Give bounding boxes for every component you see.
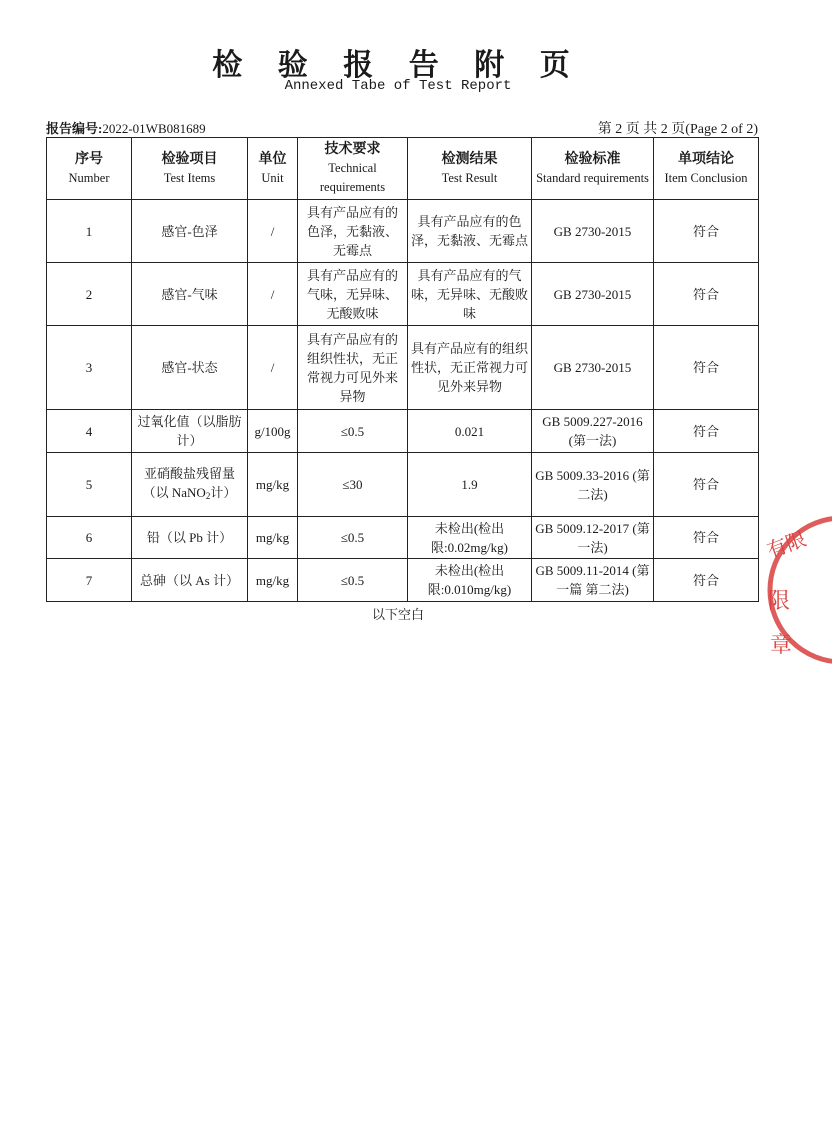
- seal-text-3: 章: [770, 633, 793, 658]
- cell-result: 1.9: [408, 453, 532, 517]
- cell-number: 3: [47, 326, 132, 410]
- header-test-items: 检验项目 Test Items: [132, 138, 248, 200]
- cell-result: 具有产品应有的组织性状，无正常视力可见外来异物: [408, 326, 532, 410]
- cell-unit: mg/kg: [248, 517, 298, 559]
- test-item-text-end: 计）: [210, 484, 237, 500]
- table-row: [47, 517, 759, 559]
- cell-conclusion: 符合: [654, 263, 759, 326]
- cell-conclusion: 符合: [654, 200, 759, 263]
- cell-standard: GB 2730-2015: [532, 326, 654, 410]
- cell-result: 具有产品应有的气味，无异味、无酸败味: [408, 263, 532, 326]
- cell-test-item: 铅（以 Pb 计）: [132, 517, 248, 559]
- company-seal: [752, 510, 832, 680]
- cell-unit: mg/kg: [248, 559, 298, 602]
- cell-requirement: ≤0.5: [298, 410, 408, 453]
- header-test-result: 检测结果 Test Result: [408, 138, 532, 200]
- report-number-label: 报告编号:: [46, 121, 103, 136]
- seal-text-2: 限: [768, 589, 791, 614]
- cell-conclusion: 符合: [654, 326, 759, 410]
- cell-test-item: [132, 453, 248, 517]
- report-number-value: 2022-01WB081689: [102, 121, 206, 136]
- table-row: [47, 200, 759, 263]
- document-title: 检 验 报 告 附 页: [212, 49, 584, 82]
- cell-standard: GB 2730-2015: [532, 263, 654, 326]
- cell-requirement: ≤0.5: [298, 517, 408, 559]
- header-number: 序号 Number: [47, 138, 132, 200]
- cell-standard: GB 5009.12-2017 (第一法): [532, 517, 654, 559]
- cell-requirement: 具有产品应有的色泽，无黏液、无霉点: [298, 200, 408, 263]
- cell-conclusion: 符合: [654, 559, 759, 602]
- cell-unit: g/100g: [248, 410, 298, 453]
- end-of-report-note: 以下空白: [371, 607, 424, 622]
- cell-standard: GB 2730-2015: [532, 200, 654, 263]
- table-row: [47, 326, 759, 410]
- report-number: [46, 118, 206, 137]
- cell-number: 1: [47, 200, 132, 263]
- cell-requirement: 具有产品应有的气味，无异味、无酸败味: [298, 263, 408, 326]
- cell-number: 2: [47, 263, 132, 326]
- cell-requirement: ≤30: [298, 453, 408, 517]
- cell-standard: GB 5009.227-2016 (第一法): [532, 410, 654, 453]
- cell-test-item: 感官-气味: [132, 263, 248, 326]
- cell-test-item: 感官-色泽: [132, 200, 248, 263]
- cell-standard: GB 5009.33-2016 (第二法): [532, 453, 654, 517]
- cell-number: 5: [47, 453, 132, 517]
- cell-number: 7: [47, 559, 132, 602]
- table-row: [47, 263, 759, 326]
- table-header-row: [47, 138, 759, 200]
- cell-test-item: 过氧化值（以脂肪计）: [132, 410, 248, 453]
- cell-unit: mg/kg: [248, 453, 298, 517]
- cell-conclusion: 符合: [654, 453, 759, 517]
- cell-test-item: 总砷（以 As 计）: [132, 559, 248, 602]
- document-subtitle: Annexed Tabe of Test Report: [284, 78, 512, 94]
- cell-unit: /: [248, 200, 298, 263]
- table-row: [47, 453, 759, 517]
- header-technical-requirements: 技术要求 Technical requirements: [298, 138, 408, 200]
- seal-text-1: 有限: [763, 526, 810, 563]
- header-unit: 单位 Unit: [248, 138, 298, 200]
- page-info: 第 2 页 共 2 页(Page 2 of 2): [597, 122, 758, 137]
- test-item-text: 亚硝酸盐残留量（以 NaNO: [142, 465, 235, 500]
- cell-number: 4: [47, 410, 132, 453]
- cell-requirement: 具有产品应有的组织性状，无正常视力可见外来异物: [298, 326, 408, 410]
- header-standard: 检验标准 Standard requirements: [532, 138, 654, 200]
- table-row: [47, 559, 759, 602]
- table-row: [47, 410, 759, 453]
- cell-number: 6: [47, 517, 132, 559]
- cell-conclusion: 符合: [654, 410, 759, 453]
- test-results-table: [46, 137, 759, 602]
- header-conclusion: 单项结论 Item Conclusion: [654, 138, 759, 200]
- cell-test-item: 感官-状态: [132, 326, 248, 410]
- test-item-subscript: 2: [205, 490, 211, 501]
- cell-conclusion: 符合: [654, 517, 759, 559]
- cell-unit: /: [248, 326, 298, 410]
- cell-standard: GB 5009.11-2014 (第一篇 第二法): [532, 559, 654, 602]
- cell-requirement: ≤0.5: [298, 559, 408, 602]
- cell-unit: /: [248, 263, 298, 326]
- cell-result: 未检出(检出限:0.02mg/kg): [408, 517, 532, 559]
- cell-result: 未检出(检出限:0.010mg/kg): [408, 559, 532, 602]
- cell-result: 具有产品应有的色泽，无黏液、无霉点: [408, 200, 532, 263]
- cell-result: 0.021: [408, 410, 532, 453]
